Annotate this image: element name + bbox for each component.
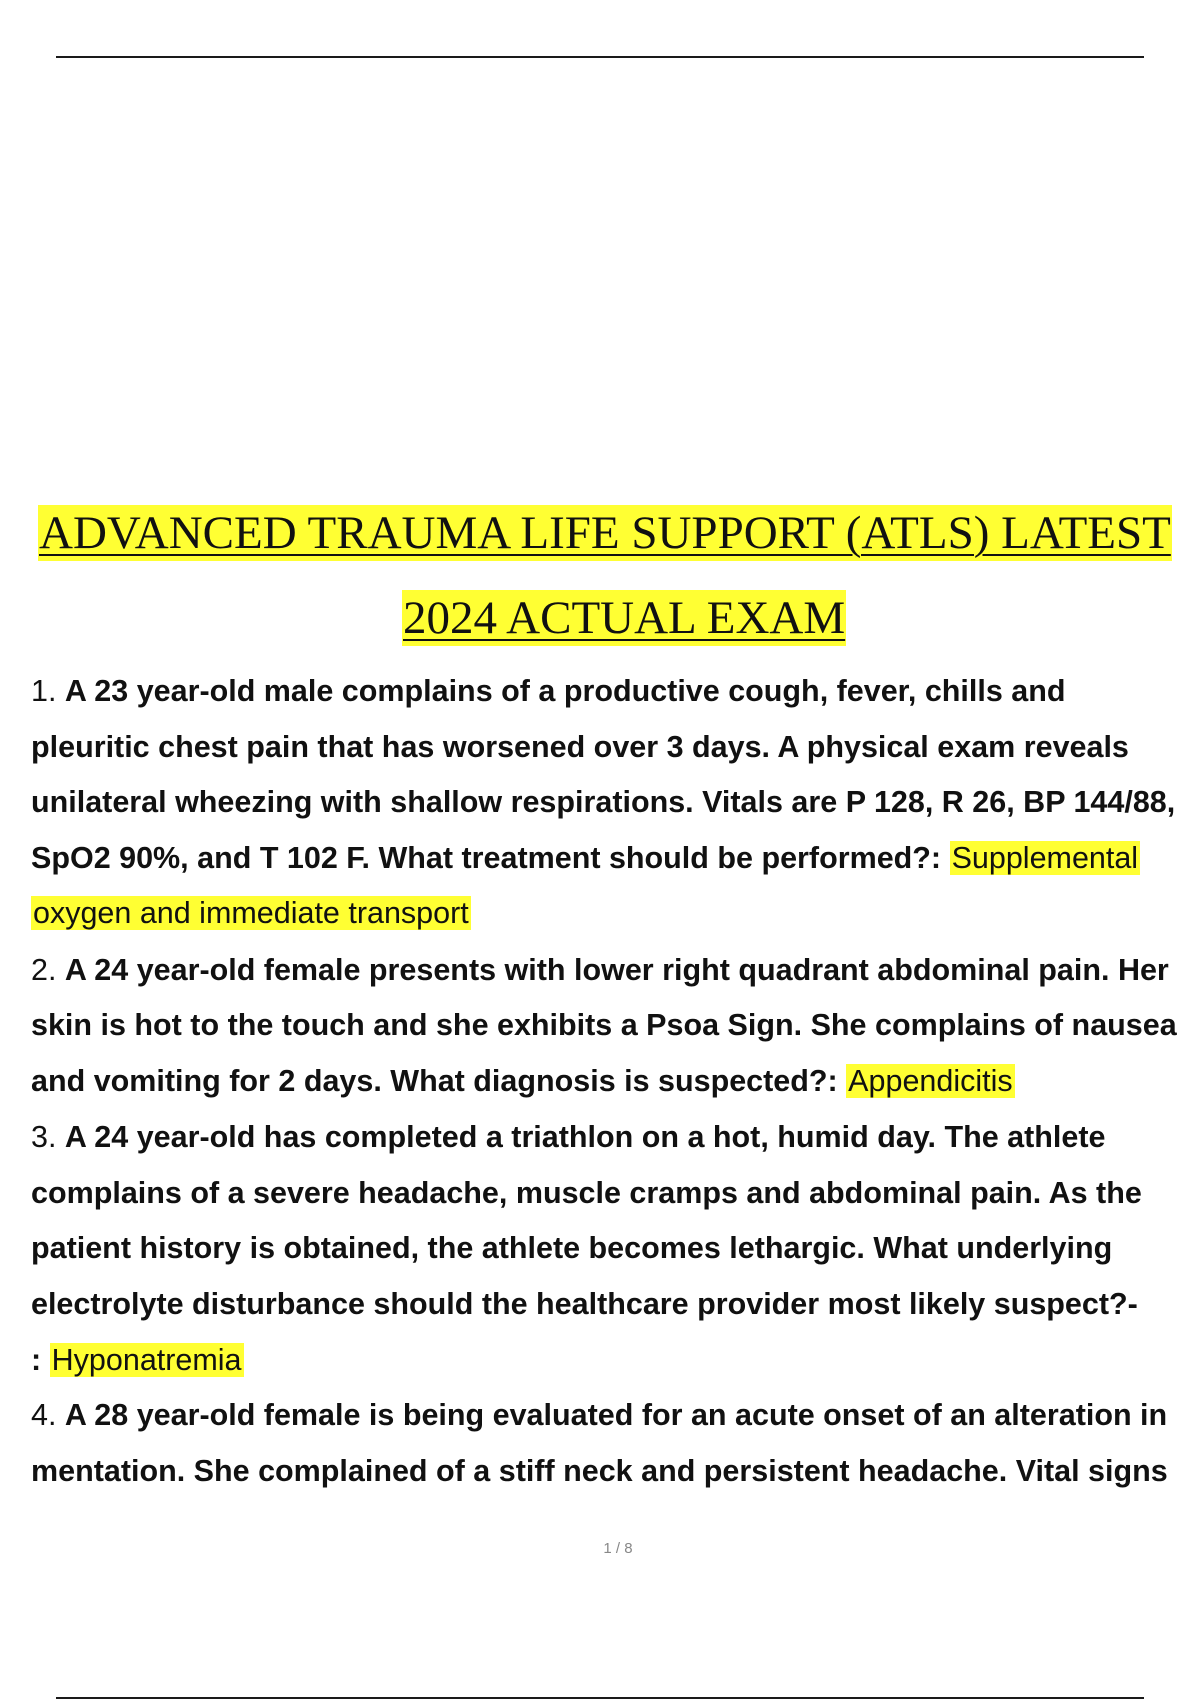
question-2-text-3: and vomiting for 2 days. What diagnosis is suspected?: xyxy=(31,1064,838,1098)
question-1-answer-part-1: Supplemental xyxy=(951,841,1139,875)
question-1-number: 1. xyxy=(31,674,65,708)
question-1-text-2: pleuritic chest pain that has worsened over 3 days. A physical exam reveals xyxy=(31,730,1129,764)
question-4-line-1 xyxy=(31,1394,1167,1436)
question-3-text-2: complains of a severe headache, muscle cramps and abdominal pain. As the xyxy=(31,1176,1142,1210)
question-2-line-2 xyxy=(31,1004,1177,1046)
top-rule xyxy=(56,56,1144,58)
question-3-text-5: : xyxy=(31,1343,42,1377)
question-3-answer: Hyponatremia xyxy=(51,1343,242,1377)
title-text-1: ADVANCED TRAUMA LIFE SUPPORT (ATLS) LATEST xyxy=(39,507,1171,559)
question-2-line-3 xyxy=(31,1060,1015,1102)
question-1-text-4: SpO2 90%, and T 102 F. What treatment should be performed?: xyxy=(31,841,942,875)
question-3-line-5 xyxy=(31,1339,244,1381)
question-1-text-1: A 23 year-old male complains of a productive cough, fever, chills and xyxy=(64,674,1066,708)
question-3-line-1 xyxy=(31,1116,1105,1158)
question-3-number: 3. xyxy=(31,1120,65,1154)
question-1-answer-part-2: oxygen and immediate transport xyxy=(33,896,469,930)
question-3-line-4 xyxy=(31,1283,1138,1325)
question-4-number: 4. xyxy=(31,1398,65,1432)
question-3-line-3 xyxy=(31,1227,1112,1269)
page-number: 1 / 8 xyxy=(603,1540,633,1557)
question-1-line-3 xyxy=(31,781,1175,823)
question-1-line-2 xyxy=(31,726,1129,768)
question-2-line-1 xyxy=(31,949,1169,991)
question-1-line-5 xyxy=(31,892,471,934)
question-4-text-2: mentation. She complained of a stiff neck and persistent headache. Vital signs xyxy=(31,1454,1168,1488)
question-3-text-4: electrolyte disturbance should the healthcare provider most likely suspect?- xyxy=(31,1287,1138,1321)
question-3-text-1: A 24 year-old has completed a triathlon on a hot, humid day. The athlete xyxy=(64,1120,1106,1154)
question-4-line-2 xyxy=(31,1450,1168,1492)
title-text-2: 2024 ACTUAL EXAM xyxy=(403,592,846,644)
question-2-number: 2. xyxy=(31,953,65,987)
question-2-text-1: A 24 year-old female presents with lower right quadrant abdominal pain. Her xyxy=(64,953,1169,987)
bottom-rule xyxy=(56,1697,1144,1699)
question-3-line-2 xyxy=(31,1172,1142,1214)
question-2-text-2: skin is hot to the touch and she exhibits a Psoa Sign. She complains of nausea xyxy=(31,1008,1177,1042)
question-1-text-3: unilateral wheezing with shallow respirations. Vitals are P 128, R 26, BP 144/88, xyxy=(31,785,1176,819)
question-1-line-4 xyxy=(31,837,1140,879)
question-2-answer: Appendicitis xyxy=(848,1064,1013,1098)
question-1-line-1 xyxy=(31,670,1066,712)
question-4-text-1: A 28 year-old female is being evaluated for an acute onset of an alteration in xyxy=(64,1398,1168,1432)
question-3-text-3: patient history is obtained, the athlete becomes lethargic. What underlying xyxy=(31,1231,1113,1265)
